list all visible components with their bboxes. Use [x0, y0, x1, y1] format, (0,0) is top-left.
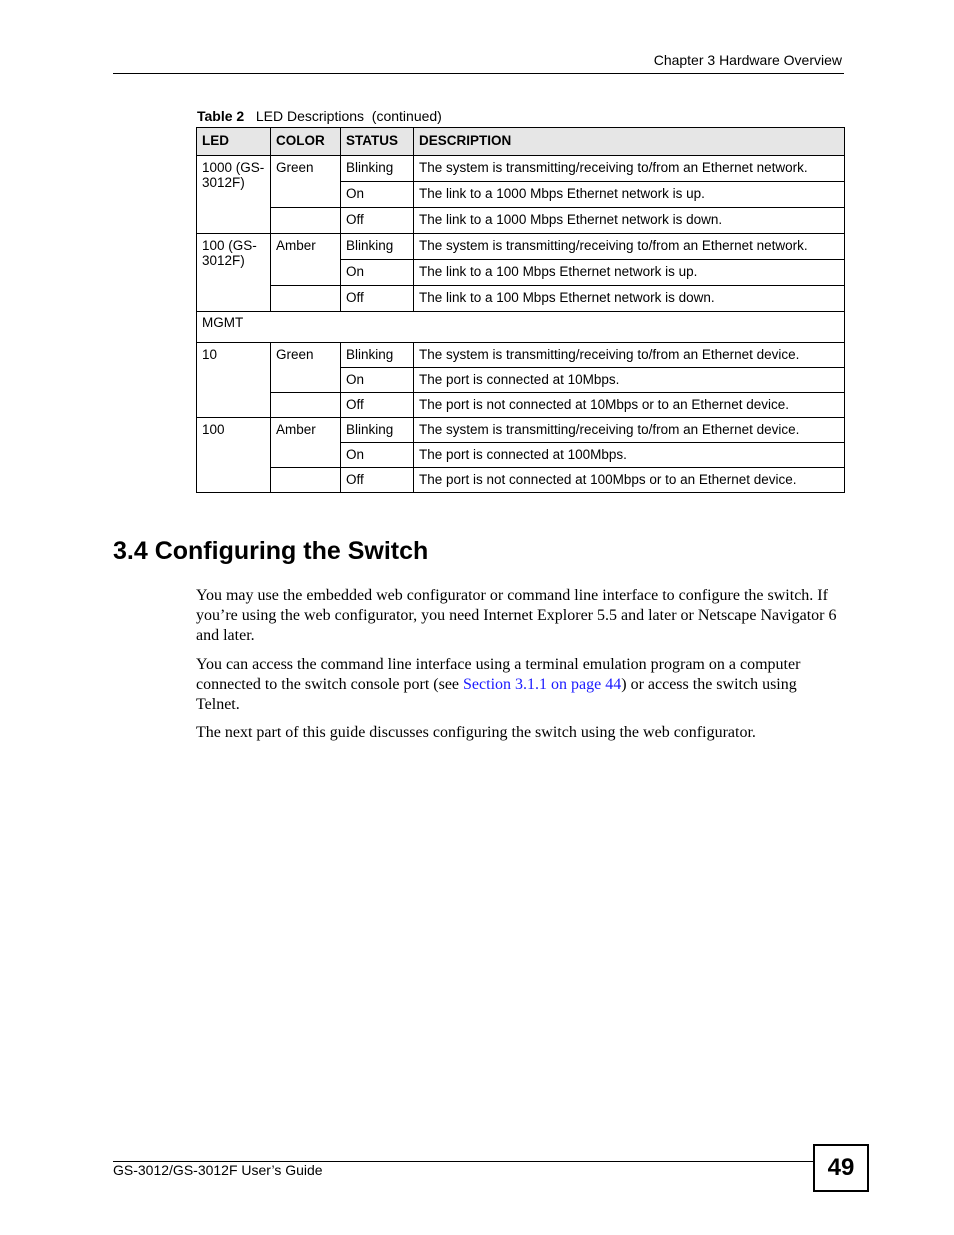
led-cell: 100 (GS-3012F): [197, 234, 271, 312]
col-header-description: DESCRIPTION: [414, 128, 845, 156]
paragraph-cli-before: You can access the command line interface using a terminal emulation program on a computer connected to the switch console port (see: [196, 656, 801, 693]
status-cell: Off: [341, 208, 414, 234]
color-cell-empty: [271, 393, 341, 418]
section-3-1-1-link[interactable]: Section 3.1.1 on page 44: [463, 676, 622, 693]
paragraph-intro: You may use the embedded web configurator or command line interface to configure the switch. If you’re using the web configurator, you need Internet Explorer 5.5 and later or Netscape Navigator 6 and later.: [196, 587, 837, 644]
led-cell: 100: [197, 418, 271, 493]
description-cell: The port is connected at 100Mbps.: [414, 443, 845, 468]
status-cell: On: [341, 182, 414, 208]
col-header-led: LED: [197, 128, 271, 156]
mgmt-section-label: MGMT: [197, 312, 845, 343]
description-cell: The link to a 1000 Mbps Ethernet network is up.: [414, 182, 845, 208]
status-cell: Blinking: [341, 343, 414, 368]
led-descriptions-table: [196, 127, 845, 493]
description-cell: The system is transmitting/receiving to/from an Ethernet network.: [414, 234, 845, 260]
table-row: [197, 393, 845, 418]
paragraph-cli-after: ) or access the switch using Telnet.: [196, 676, 797, 713]
paragraph-next: The next part of this guide discusses configuring the switch using the web configurator.: [196, 724, 756, 741]
description-cell: The system is transmitting/receiving to/from an Ethernet device.: [414, 343, 845, 368]
footer-guide-title: GS-3012/GS-3012F User’s Guide: [113, 1162, 323, 1178]
description-cell: The link to a 100 Mbps Ethernet network is up.: [414, 260, 845, 286]
color-cell: Green: [271, 156, 341, 208]
color-cell: Amber: [271, 234, 341, 286]
status-cell: On: [341, 368, 414, 393]
running-header: Chapter 3 Hardware Overview: [653, 52, 842, 68]
status-cell: Off: [341, 393, 414, 418]
table-section-row: [197, 312, 845, 343]
table-caption-label: Table 2: [197, 108, 245, 124]
status-cell: Blinking: [341, 156, 414, 182]
page-number: 49: [813, 1144, 869, 1192]
status-cell: Blinking: [341, 418, 414, 443]
status-cell: Off: [341, 286, 414, 312]
status-cell: Blinking: [341, 234, 414, 260]
table-row: [197, 286, 845, 312]
table-header-row: [197, 128, 845, 156]
description-cell: The port is not connected at 10Mbps or to an Ethernet device.: [414, 393, 845, 418]
table-row: [197, 343, 845, 368]
color-cell-empty: [271, 286, 341, 312]
table-row: [197, 468, 845, 493]
table-row: [197, 234, 845, 260]
table-row: [197, 156, 845, 182]
table-caption: [197, 108, 442, 124]
description-cell: The system is transmitting/receiving to/from an Ethernet network.: [414, 156, 845, 182]
paragraph-cli: [196, 655, 844, 715]
color-cell: Amber: [271, 418, 341, 468]
table-caption-text: LED Descriptions (continued): [255, 108, 442, 124]
col-header-color: COLOR: [271, 128, 341, 156]
status-cell: On: [341, 443, 414, 468]
table-row: [197, 208, 845, 234]
description-cell: The system is transmitting/receiving to/from an Ethernet device.: [414, 418, 845, 443]
description-cell: The link to a 1000 Mbps Ethernet network is down.: [414, 208, 845, 234]
col-header-status: STATUS: [341, 128, 414, 156]
color-cell: Green: [271, 343, 341, 393]
status-cell: Off: [341, 468, 414, 493]
status-cell: On: [341, 260, 414, 286]
description-cell: The port is not connected at 100Mbps or to an Ethernet device.: [414, 468, 845, 493]
header-divider: [113, 73, 844, 74]
description-cell: The link to a 100 Mbps Ethernet network is down.: [414, 286, 845, 312]
section-heading: 3.4 Configuring the Switch: [113, 537, 429, 565]
color-cell-empty: [271, 208, 341, 234]
color-cell-empty: [271, 468, 341, 493]
description-cell: The port is connected at 10Mbps.: [414, 368, 845, 393]
table-row: [197, 418, 845, 443]
led-cell: 1000 (GS-3012F): [197, 156, 271, 234]
led-cell: 10: [197, 343, 271, 418]
